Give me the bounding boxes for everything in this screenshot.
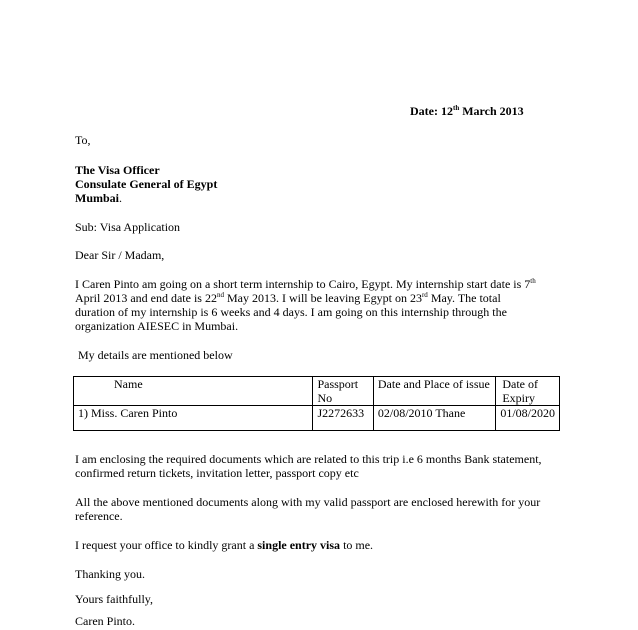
greeting: Dear Sir / Madam, xyxy=(75,248,165,262)
body-line-2-text-c: May. The total xyxy=(427,291,501,305)
recipient-line-2: Consulate General of Egypt xyxy=(75,177,218,191)
enclosing-line-1: I am enclosing the required documents which are related to this trip i.e 6 months Bank statement, xyxy=(75,452,542,466)
body-line-1 xyxy=(75,277,536,291)
request-text-b: to me. xyxy=(340,538,374,552)
enclosing-line-2: confirmed return tickets, invitation letter, passport copy etc xyxy=(75,466,359,480)
request-text-a: I request your office to kindly grant a xyxy=(75,538,258,552)
signature-name: Caren Pinto. xyxy=(75,614,135,628)
header-expiry-line-2: Expiry xyxy=(502,391,535,405)
header-expiry-line-1: Date of xyxy=(502,377,538,391)
header-passport-line-2: No xyxy=(317,391,333,405)
date-superscript: th xyxy=(452,104,460,112)
body-line-2-text-a: April 2013 and end date is 22 xyxy=(75,291,217,305)
header-name-text: Name xyxy=(114,377,143,391)
date-line xyxy=(410,104,524,118)
header-issue xyxy=(373,377,495,406)
documents-line-1: All the above mentioned documents along with my valid passport are enclosed herewith for your xyxy=(75,495,541,509)
closing-line: Yours faithfully, xyxy=(75,592,154,606)
details-intro: My details are mentioned below xyxy=(78,348,233,362)
date-suffix: March 2013 xyxy=(459,104,524,118)
header-passport xyxy=(313,377,373,406)
header-name xyxy=(74,377,313,406)
subject-line: Sub: Visa Application xyxy=(75,220,181,234)
header-passport-line-1: Passport xyxy=(317,377,359,391)
header-issue-text: Date and Place of issue xyxy=(377,377,490,391)
body-line-2-sup-2: rd xyxy=(421,291,428,299)
cell-expiry: 01/08/2020 xyxy=(496,406,560,431)
date-prefix: Date: 12 xyxy=(410,104,453,118)
request-visa-type: single entry visa xyxy=(257,538,341,552)
table-row xyxy=(74,406,560,431)
salutation-to: To, xyxy=(75,133,91,147)
recipient-city-punct: . xyxy=(119,191,123,205)
body-line-4: organization AIESEC in Mumbai. xyxy=(75,319,239,333)
body-line-1-sup: th xyxy=(530,277,536,285)
recipient-city: Mumbai xyxy=(75,191,120,205)
body-line-2 xyxy=(75,291,501,305)
body-line-2-text-b: May 2013. I will be leaving Egypt on 23 xyxy=(223,291,422,305)
cell-name: 1) Miss. Caren Pinto xyxy=(74,406,313,431)
recipient-line-1: The Visa Officer xyxy=(75,163,160,177)
documents-line-2: reference. xyxy=(75,509,123,523)
body-line-3: duration of my internship is 6 weeks and 4 days. I am going on this internship through the xyxy=(75,305,507,319)
table-header-row xyxy=(74,377,560,406)
body-line-1-text: I Caren Pinto am going on a short term internship to Cairo, Egypt. My internship start date is 7 xyxy=(75,277,531,291)
cell-passport: J2272633 xyxy=(313,406,373,431)
cell-issue: 02/08/2010 Thane xyxy=(373,406,495,431)
body-line-2-sup-1: nd xyxy=(216,291,224,299)
thanking-line: Thanking you. xyxy=(75,567,145,581)
request-line xyxy=(75,538,373,552)
header-expiry xyxy=(496,377,560,406)
details-table xyxy=(73,376,560,431)
recipient-line-3 xyxy=(75,191,122,205)
